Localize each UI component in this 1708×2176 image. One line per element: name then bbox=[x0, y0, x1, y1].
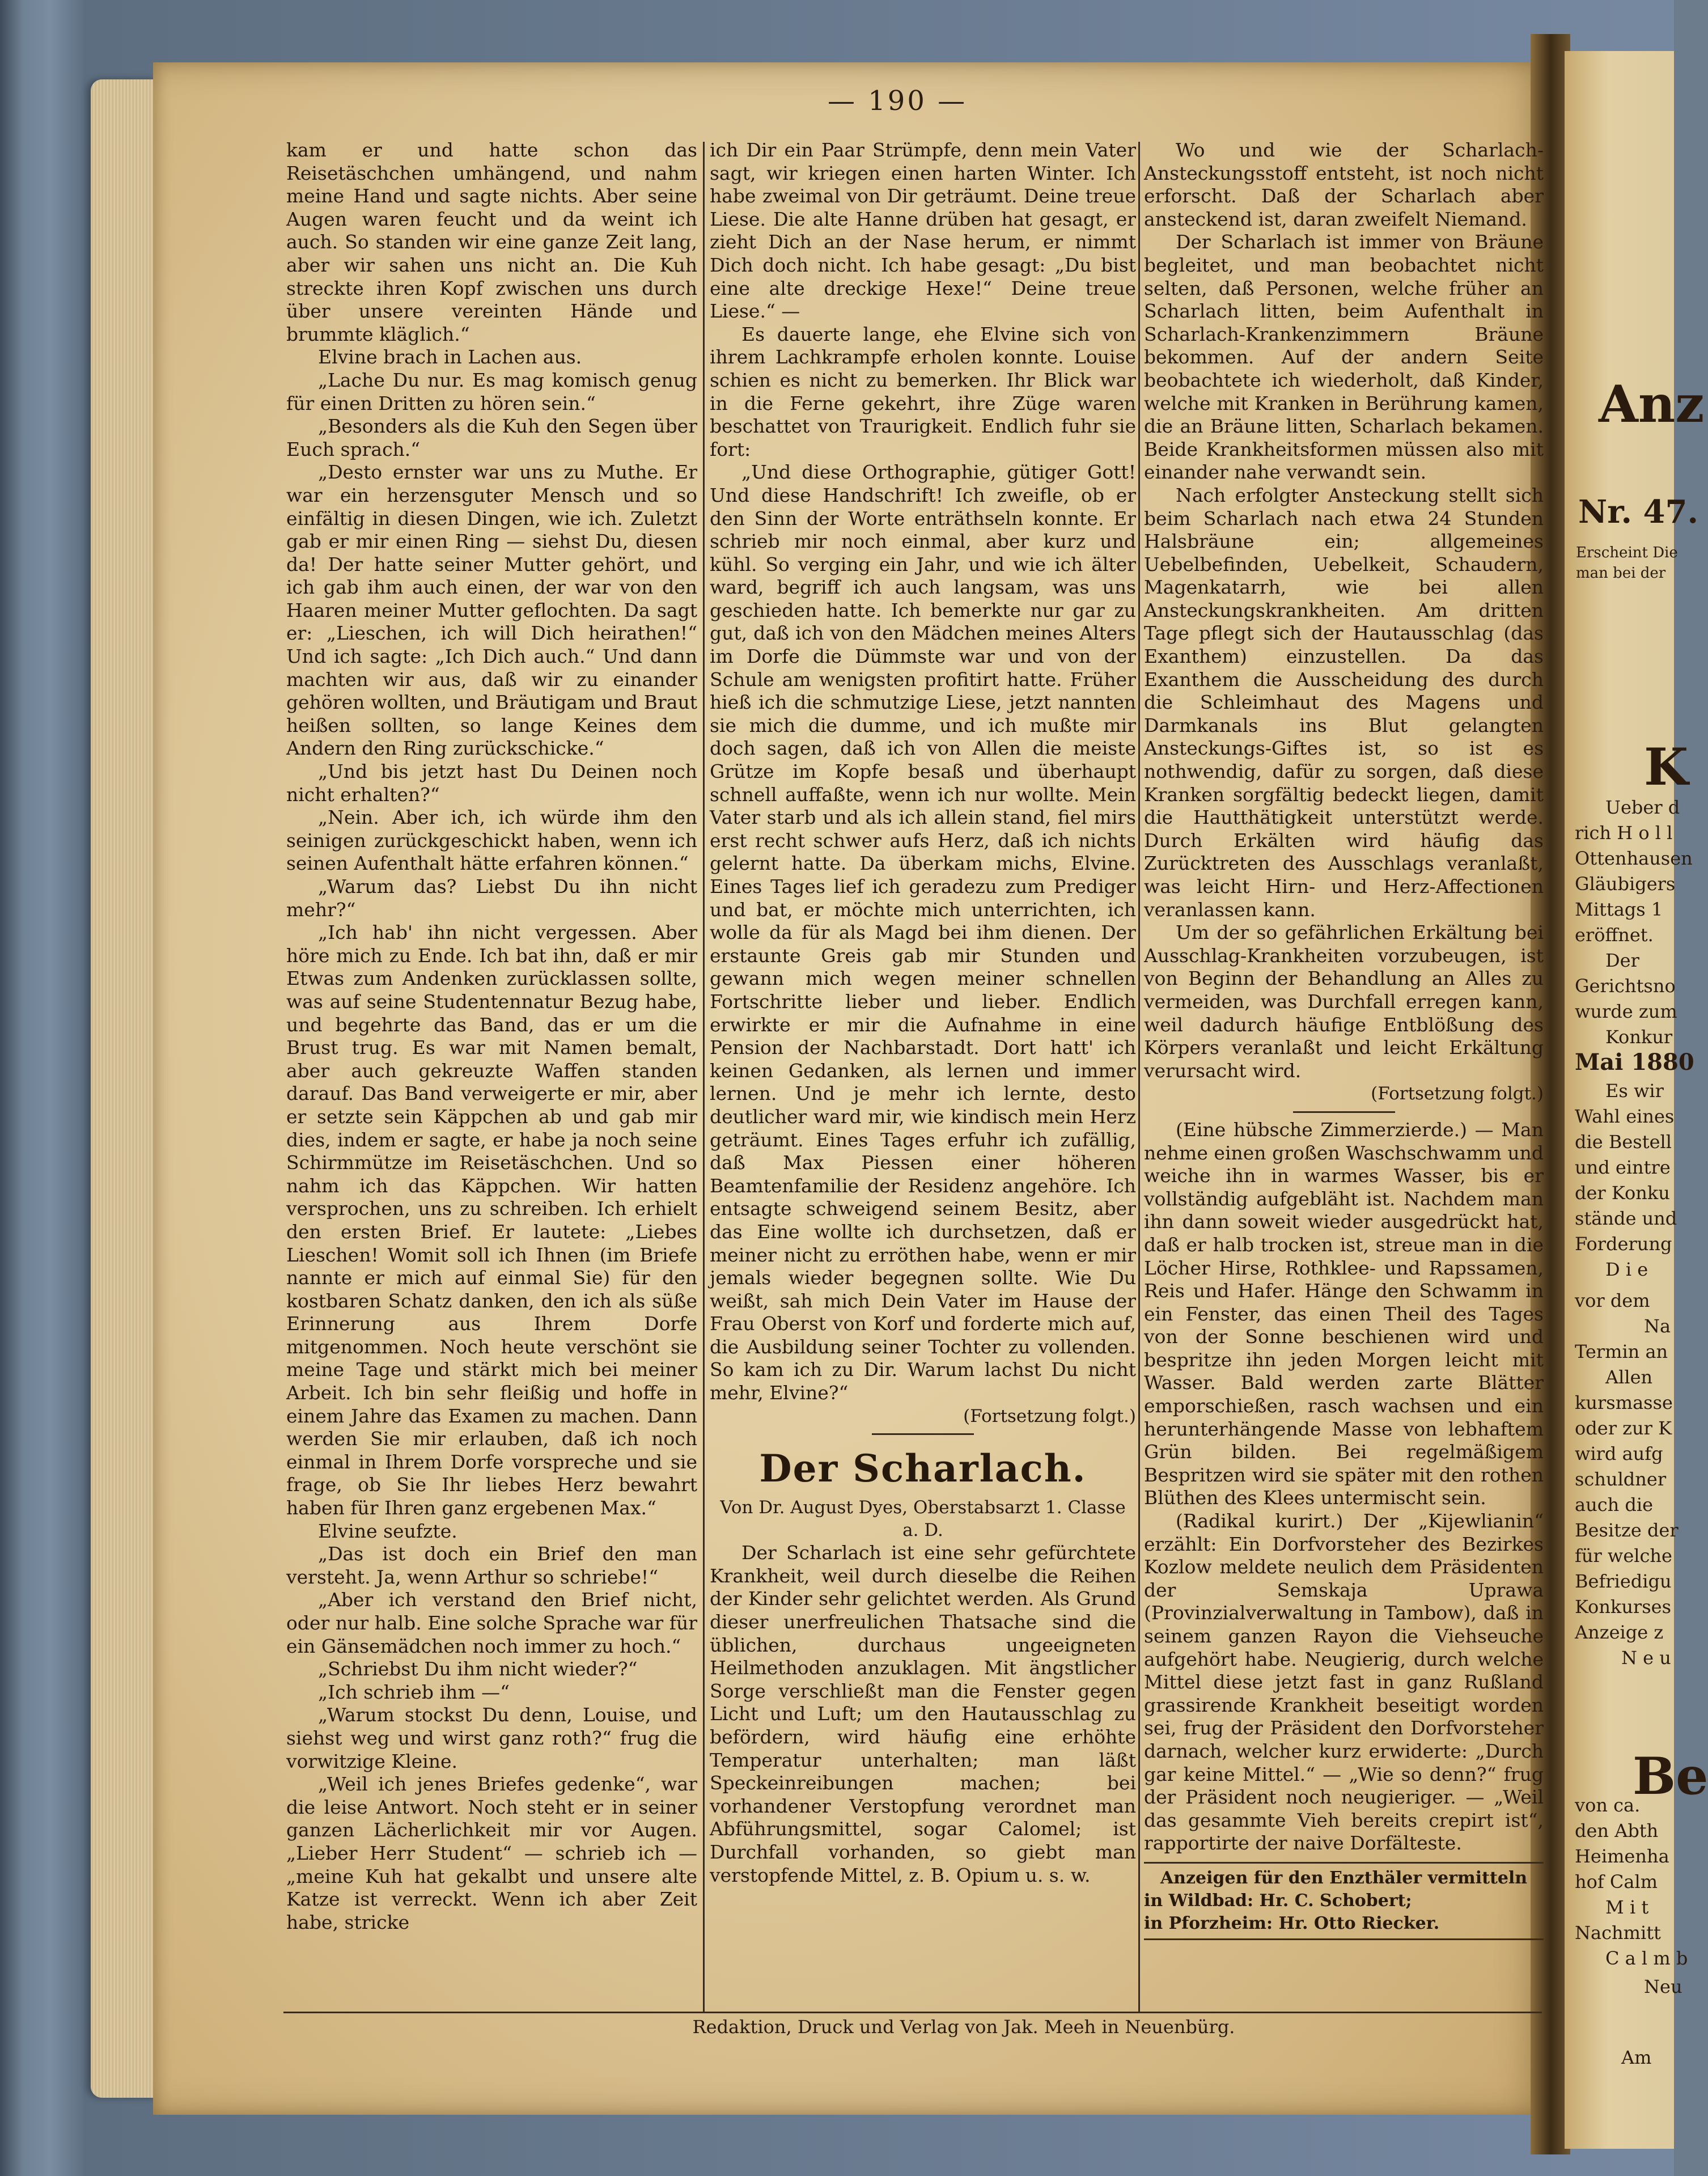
ad-line bbox=[1144, 1912, 1544, 1935]
next-page-text: Anz bbox=[1599, 374, 1705, 434]
ad-name: Hr. Otto Riecker. bbox=[1278, 1913, 1440, 1933]
next-page-text: Befriedigu bbox=[1575, 1570, 1672, 1592]
next-page-text: Forderung bbox=[1575, 1233, 1672, 1255]
paragraph: Der Scharlach ist eine sehr gefürchtete Krankheit, weil durch dieselbe die Reihen der Kinder sehr gelichtet werden. Als Grund dieser unerfreulichen Thatsache sind die üblichen, durchaus ungeeigneten Heilmethoden anzuklagen. Mit ängstlicher Sorge verschließt man die Fenster gegen Licht und Luft; um den Hautausschlag zu befördern, wird häufig eine erhöhte Temperatur unterhalten; man läßt Speckeinreibungen machen; bei vorhandener Verstopfung verordnet man Abführungsmittel, sogar Calomel; ist Durchfall vorhanden, so giebt man verstopfende Mittel, z. B. Opium u. s. w. bbox=[710, 1542, 1136, 1886]
next-page-text: Termin an bbox=[1575, 1341, 1668, 1362]
page-number: — 190 — bbox=[828, 85, 968, 117]
next-page-text: der Konku bbox=[1575, 1182, 1670, 1204]
paragraph: „Ich schrieb ihm —“ bbox=[318, 1680, 510, 1703]
next-page-text: Allen bbox=[1605, 1366, 1653, 1388]
paragraph: „Besonders als die Kuh den Segen über Euch sprach.“ bbox=[286, 415, 697, 460]
next-page-text: die Bestell bbox=[1575, 1131, 1672, 1153]
next-page-text: stände und bbox=[1575, 1208, 1677, 1229]
continuation-note: (Fortsetzung folgt.) bbox=[1371, 1083, 1544, 1104]
divider bbox=[1144, 1862, 1544, 1864]
column-3 bbox=[1144, 139, 1544, 1944]
next-page-text: C a l m b bbox=[1605, 1948, 1688, 1969]
paragraph: (Eine hübsche Zimmerzierde.) — Man nehme einen großen Waschschwamm und weiche ihn in warmes Wasser, bis er vollständig aufgebläht ist. Nachdem man ihn dann soweit wieder ausgedrückt hat, daß er halb trocken ist, streue man in die Löcher Hirse, Rothklee- und Rapssamen, Reis und Hafer. Hänge den Schwamm in ein Fenster, das einen Theil des Tages von der Sonne beschienen wird und bespritze ihn jeden Morgen leicht mit Wasser. Bald werden zarte Blätter emporschießen, rasch wachsen und ein herunterhängende Masse von lebhaftem Grün bilden. Bei regelmäßigem Bespritzen wird sie später mit den rothen Blüthen des Klees untermischt sein. bbox=[1144, 1118, 1544, 1509]
paragraph: „Schriebst Du ihm nicht wieder?“ bbox=[318, 1658, 638, 1680]
paragraph: Elvine brach in Lachen aus. bbox=[318, 346, 582, 369]
next-page-text: Na bbox=[1644, 1315, 1671, 1337]
article-title: Der Scharlach. bbox=[759, 1446, 1087, 1491]
next-page-text: Neu bbox=[1644, 1976, 1682, 1997]
paragraph: Der Scharlach ist immer von Bräune begleitet, und man beobachtet nicht selten, daß Personen, welche früher an Scharlach litten, beim Aufenthalt in Scharlach-Krankenzimmern Bräune bekommen. Auf der andern Seite beobachtete ich wiederholt, daß Kinder, welche mit Kranken in Berührung kamen, die an Bräune litten, Scharlach bekamen. Beide Krankheitsformen müssen also mit einander nahe verwandt sein. bbox=[1144, 231, 1544, 484]
paragraph: kam er und hatte schon das Reisetäschchen umhängend, und nahm meine Hand und sagte nichts. Aber seine Augen waren feucht und da weint ich auch. So standen wir eine ganze Zeit lang, aber wir sahen uns nicht an. Die Kuh streckte ihren Kopf zwischen uns durch über unsere vereinten Hände und brummte kläglich.“ bbox=[286, 139, 697, 345]
next-page-text: eröffnet. bbox=[1575, 924, 1654, 946]
paragraph: „Desto ernster war uns zu Muthe. Er war ein herzensguter Mensch und so einfältig in diesen Dingen, wie ich. Zuletzt gab er mir einen Ring — siehst Du, diesen da! Der hatte seiner Mutter gehört, und ich gab ihm auch einen, der war von den Haaren meiner Mutter geflochten. Da sagt er: „Lieschen, ich will Dich heirathen!“ Und ich sagte: „Ich Dich auch.“ Und dann machten wir aus, daß wir zu einander gehören wollten, und Bräutigam und Braut heißen sollten, so lange Keines dem Andern den Ring zurückschicke.“ bbox=[286, 461, 697, 760]
paragraph: „Das ist doch ein Brief den man versteht. Ja, wenn Arthur so schriebe!“ bbox=[286, 1543, 697, 1588]
next-page-text: Heimenha bbox=[1575, 1845, 1669, 1867]
ad-place: in Wildbad: bbox=[1144, 1890, 1254, 1911]
paragraph: „Und bis jetzt hast Du Deinen noch nicht erhalten?“ bbox=[286, 760, 697, 806]
column-rule bbox=[703, 142, 705, 2013]
next-page-text: D i e bbox=[1605, 1259, 1648, 1280]
continuation-note: (Fortsetzung folgt.) bbox=[963, 1405, 1136, 1426]
next-page-text: Be bbox=[1633, 1746, 1708, 1806]
next-page-text: vor dem bbox=[1575, 1290, 1650, 1311]
divider bbox=[1293, 1111, 1395, 1113]
ad-place: in Pforzheim: bbox=[1144, 1913, 1273, 1933]
paragraph: „Lache Du nur. Es mag komisch genug für einen Dritten zu hören sein.“ bbox=[286, 369, 697, 414]
divider bbox=[1144, 1938, 1544, 1940]
paragraph: „Weil ich jenes Briefes gedenke“, war die leise Antwort. Noch steht er in seiner ganzen Lächerlichkeit mir vor Augen. „Lieber Herr Student“ — schrieb ich — „meine Kuh hat gekalbt und unsere alte Katze ist verreckt. Wenn ich aber Zeit habe, stricke bbox=[286, 1773, 697, 1933]
next-page-text: hof Calm bbox=[1575, 1871, 1658, 1893]
paragraph: „Aber ich verstand den Brief nicht, oder nur halb. Eine solche Sprache war für ein Gänsemädchen noch immer zu hoch.“ bbox=[286, 1589, 697, 1657]
column-rule bbox=[1138, 142, 1140, 2013]
next-page-text: Es wir bbox=[1605, 1080, 1664, 1102]
next-page-text: M i t bbox=[1605, 1896, 1649, 1918]
imprint-footer: Redaktion, Druck und Verlag von Jak. Meeh in Neuenbürg. bbox=[692, 2016, 1235, 2038]
next-page-text: Nr. 47. bbox=[1578, 493, 1698, 531]
next-page-text: Ueber d bbox=[1605, 797, 1680, 818]
next-page-text: Erscheint Die bbox=[1576, 544, 1678, 561]
next-page-text: Nachmitt bbox=[1575, 1922, 1661, 1944]
next-page-text: schuldner bbox=[1575, 1468, 1667, 1490]
ad-agents bbox=[1144, 1867, 1544, 1935]
paragraph: „Warum stockst Du denn, Louise, und siehst weg und wirst ganz roth?“ frug die vorwitzige Kleine. bbox=[286, 1704, 697, 1772]
next-page-text: wurde zum bbox=[1575, 1001, 1677, 1022]
paragraph: Elvine seufzte. bbox=[318, 1519, 457, 1542]
column-1 bbox=[286, 139, 697, 1934]
next-page-text: Ottenhausen bbox=[1575, 848, 1693, 869]
next-page-text: auch die bbox=[1575, 1494, 1654, 1515]
next-page-text: Gläubigers bbox=[1575, 873, 1676, 895]
next-page-text: Wahl eines bbox=[1575, 1106, 1675, 1127]
next-page-text: Mai 1880 bbox=[1575, 1049, 1694, 1076]
next-page-text: Konkurses bbox=[1575, 1596, 1671, 1618]
next-page-text: rich H o l l bbox=[1575, 822, 1673, 844]
ad-name: Hr. C. Schobert; bbox=[1259, 1890, 1412, 1911]
next-page-fragment bbox=[1565, 51, 1708, 2149]
footer-rule bbox=[283, 2012, 1542, 2013]
next-page-text: Gerichtsno bbox=[1575, 975, 1676, 997]
next-page-text: Konkur bbox=[1605, 1026, 1673, 1048]
next-page-text: kursmasse bbox=[1575, 1392, 1673, 1413]
next-page-text: Am bbox=[1621, 2047, 1652, 2068]
next-page-text: Mittags 1 bbox=[1575, 899, 1663, 920]
next-page-text: von ca. bbox=[1575, 1794, 1641, 1816]
next-page-text: den Abth bbox=[1575, 1820, 1659, 1841]
next-page-text: Der bbox=[1605, 950, 1639, 971]
page-edges bbox=[91, 79, 159, 2098]
ad-line bbox=[1144, 1890, 1544, 1912]
paragraph: Nach erfolgter Ansteckung stellt sich beim Scharlach nach etwa 24 Stunden Halsbräune ein; allgemeines Uebelbefinden, Uebelkeit, Schaudern, Magenkatarrh, wie bei allen Ansteckungskrankheiten. Am dritten Tage pflegt sich der Hautausschlag (das Exanthem) einzustellen. Da das Exanthem die Ausscheidung des durch die Schleimhaut des Magens und Darmkanals ins Blut gelangten Ansteckungs-Giftes ist, so ist es nothwendig, dafür zu sorgen, daß diese Kranken sorgfältig bedeckt liegen, damit die Hautthätigkeit unterstützt werde. Durch Erkälten wird häufig das Zurücktreten des Ausschlags veranlaßt, was leicht Hirn- und Herz-Affectionen veranlassen kann. bbox=[1144, 484, 1544, 921]
next-page-text: N e u bbox=[1621, 1647, 1671, 1669]
next-page-text: wird aufg bbox=[1575, 1443, 1663, 1464]
next-page-text: für welche bbox=[1575, 1545, 1672, 1567]
ad-line: Anzeigen für den Enzthäler vermitteln bbox=[1160, 1868, 1528, 1888]
paragraph: „Und diese Orthographie, gütiger Gott! Und diese Handschrift! Ich zweifle, ob er den Sinn der Worte enträthseln konnte. Er schrieb mir noch einmal, aber kurz und kühl. So verging ein Jahr, und wie ich älter ward, begriff ich auch langsam, was uns geschieden hatte. Ich bemerkte nur gar zu gut, daß ich von den Mädchen meines Alters im Dorfe die Dümmste war und von der Schule am wenigsten profitirt hatte. Früher hieß ich die schmutzige Liese, jetzt nannten sie mich die dumme, und ich mußte mir doch sagen, daß ich von Allen die meiste Grütze im Kopfe besaß und überhaupt schnell auffaßte, wenn ich nur wollte. Mein Vater starb und als ich allein stand, fiel mirs erst recht schwer aufs Herz, daß ich nichts gelernt hatte. Da überkam michs, Elvine. Eines Tages lief ich geradezu zum Prediger und bat, er möchte mich unterrichten, ich wolle da für als Magd bei ihm dienen. Der erstaunte Greis gab mir Stunden und gewann mich wegen meiner schnellen Fortschritte lieber und lieber. Endlich erwirkte er mir die Aufnahme in eine Pension der Nachbarstadt. Dort hatt' ich keinen Gedanken, als lernen und immer lernen. Und je mehr ich lernte, desto deutlicher ward mir, wie kindisch mein Herz geträumt. Eines Tages erfuhr ich zufällig, daß Max Piessen einer höheren Beamtenfamilie der Residenz angehöre. Ich entsagte schweigend seinem Besitz, aber das Eine wollte ich durchsetzen, daß er meiner nicht zu erröthen habe, wenn er mir jemals wieder begegnen sollte. Wie Du weißt, sah mich Dein Vater im Hause der Frau Oberst von Korf und forderte mich auf, die Ausbildung seiner Tochter zu vollenden. So kam ich zu Dir. Warum lachst Du nicht mehr, Elvine?“ bbox=[710, 461, 1136, 1404]
next-page-text: man bei der bbox=[1576, 565, 1666, 582]
paragraph: (Radikal kurirt.) Der „Kijewlianin“ erzählt: Ein Dorfvorsteher des Bezirkes Kozlow meldete neulich dem Präsidenten der Semskaja Uprawa (Provinzialverwaltung in Tambow), daß in seinem ganzen Rayon die Viehseuche aufgehört habe. Neugierig, durch welche Mittel diese jetzt fast in ganz Rußland grassirende Krankheit beseitigt worden sei, frug der Präsident den Dorfvorsteher darnach, welcher kurz erwiderte: „Durch gar keine Mittel.“ — „Wie so denn?“ frug der Präsident noch neugieriger. — „Weil das gesammte Vieh bereits crepirt ist“, rapportirte der naive Dorfälteste. bbox=[1144, 1510, 1544, 1855]
paragraph: „Nein. Aber ich, ich würde ihm den seinigen zurückgeschickt haben, wenn ich seinen Aufenthalt hätte erfahren können.“ bbox=[286, 806, 697, 875]
column-2 bbox=[710, 139, 1136, 1887]
next-page-text: und eintre bbox=[1575, 1157, 1671, 1178]
next-page-text: oder zur K bbox=[1575, 1417, 1672, 1439]
next-page-text: Anzeige z bbox=[1575, 1622, 1664, 1643]
paragraph: Es dauerte lange, ehe Elvine sich von ihrem Lachkrampfe erholen konnte. Louise schien es nicht zu bemerken. Ihr Blick war in die Ferne gekehrt, ihre Züge waren beschattet von Traurigkeit. Endlich fuhr sie fort: bbox=[710, 323, 1136, 460]
next-page-text: K bbox=[1644, 737, 1689, 797]
paragraph: „Ich hab' ihn nicht vergessen. Aber höre mich zu Ende. Ich bat ihn, daß er mir Etwas zum Andenken zurücklassen sollte, was auf seine Studentennatur Bezug habe, und begehrte das Band, das er um die Brust trug. Es war mit Namen bemalt, aber auch gekreuzte Waffen standen darauf. Das Band verweigerte er mir, aber er setzte sein Käppchen ab und gab mir dies, indem er sagte, er habe ja noch seine Schirmmütze im Reisetäschchen. Und so nahm ich das Käppchen. Wir hatten versprochen, uns zu schreiben. Ich erhielt den ersten Brief. Er lautete: „Liebes Lieschen! Womit soll ich Ihnen (im Briefe nannte er mich auf einmal Sie) für den kostbaren Schatz danken, den ich als süße Erinnerung aus Ihrem Dorfe mitgenommen. Noch heute verschönt sie meine Tage und stärkt mich bei meiner Arbeit. Ich bin sehr fleißig und hoffe in einem Jahre das Examen zu machen. Dann werden Sie mir erlauben, daß ich noch einmal in Ihrem Dorfe vorspreche und sie frage, ob Sie Ihr liebes Herz bewahrt haben für Ihren ganz ergebenen Max.“ bbox=[286, 921, 697, 1519]
paragraph: Wo und wie der Scharlach-Ansteckungsstoff entsteht, ist noch nicht erforscht. Daß der Scharlach aber ansteckend ist, daran zweifelt Niemand. bbox=[1144, 139, 1544, 230]
divider bbox=[872, 1433, 974, 1435]
paragraph: Um der so gefährlichen Erkältung bei Ausschlag-Krankheiten vorzubeugen, ist von Beginn der Behandlung an Alles zu vermeiden, was Durchfall erregen kann, weil dadurch häufige Entblößung des Körpers veranlaßt und leicht Erkältung verursacht wird. bbox=[1144, 921, 1544, 1082]
article-byline: Von Dr. August Dyes, Oberstabsarzt 1. Classe a. D. bbox=[720, 1497, 1126, 1541]
paragraph: „Warum das? Liebst Du ihn nicht mehr?“ bbox=[286, 875, 697, 921]
paragraph: ich Dir ein Paar Strümpfe, denn mein Vater sagt, wir kriegen einen harten Winter. Ich habe zweimal von Dir geträumt. Deine treue Liese. Die alte Hanne drüben hat gesagt, er zieht Dich an der Nase herum, er nimmt Dich doch nicht. Ich habe gesagt: „Du bist eine alte dreckige Hexe!“ Deine treue Liese.“ — bbox=[710, 139, 1136, 323]
next-page-text: Besitze der bbox=[1575, 1519, 1679, 1541]
